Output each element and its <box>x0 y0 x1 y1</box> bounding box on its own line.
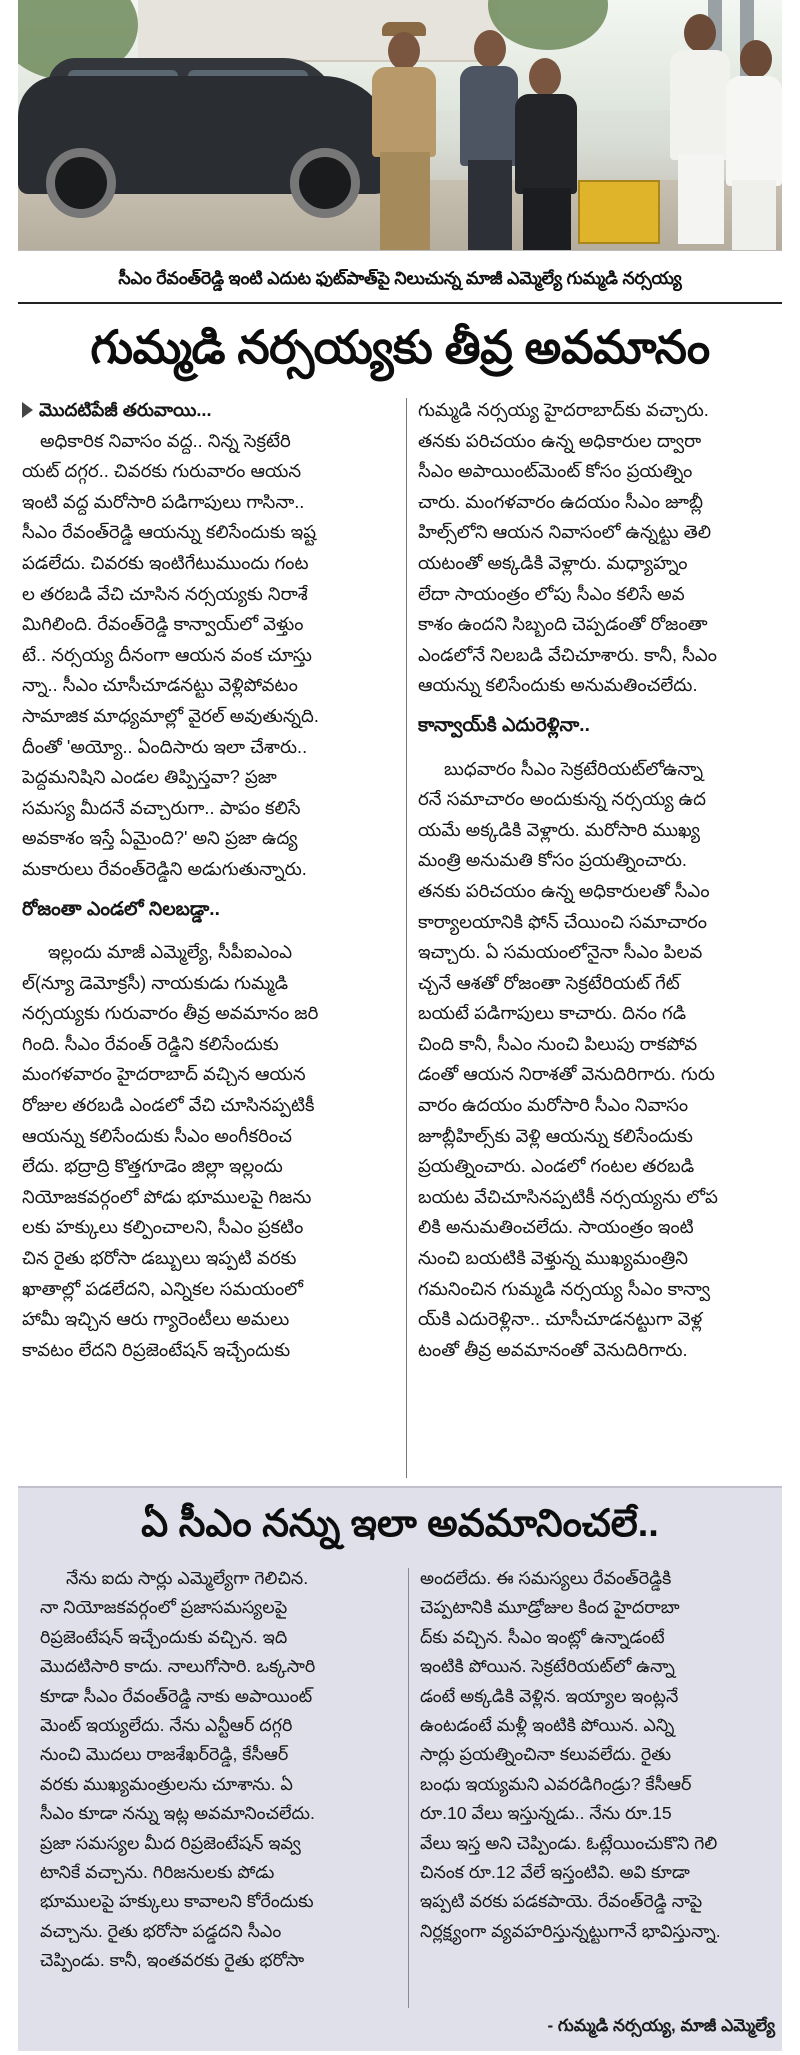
text-line: య్‌కి ఎదురెళ్లినా.. చూసీచూడనట్టుగా వెళ్ల <box>418 1309 703 1330</box>
article-right-column <box>418 395 780 1365</box>
text-line: చినంక రూ.12 వేలే ఇస్తంటివి. అవి కూడా <box>420 1862 690 1883</box>
text-line: లేదా సాయంత్రం లోపు సీఎం కలిసే అవ <box>418 583 685 604</box>
headline: గుమ్మడి నర్సయ్యకు తీవ్ర అవమానం <box>90 321 710 373</box>
text-line: మొదటిసారి కాదు. నాలుగోసారి. ఒక్కసారి <box>40 1656 316 1677</box>
photo-caption: సీఎం రేవంత్‌రెడ్డి ఇంటి ఎదుట ఫుట్‌పాత్‌పై నిలుచున్న మాజీ ఎమ్మెల్యే గుమ్మడి నర్సయ్య <box>118 268 682 288</box>
text-line: గుమ్మడి నర్సయ్య హైదరాబాద్‌కు వచ్చారు. <box>418 400 709 420</box>
text-line: నేను ఐదు సార్లు ఎమ్మెల్యేగా గెలిచిన. <box>66 1568 309 1588</box>
text-line: ఇంటి వద్ద మరోసారి పడిగాపులు గాసినా.. <box>22 491 305 512</box>
text-line: దీంతో 'అయ్యో.. ఏందిసారు ఇలా చేశారు.. <box>22 736 308 757</box>
text-line: ఇంటికి పోయిన. సెక్రటేరియట్‌లో ఉన్నా <box>420 1656 675 1677</box>
text-line: అందలేదు. ఈ సమస్యలు రేవంత్‌రెడ్డికి <box>420 1568 672 1588</box>
text-line: టంతో తీవ్ర అవమానంతో వెనుదిరిగారు. <box>418 1339 688 1360</box>
text-line: ల తరబడి వేచి చూసిన నర్సయ్యకు నిరాశే <box>22 583 308 604</box>
text-line: ఉంటడంటే మళ్లీ ఇంటికి పోయిన. ఎన్ని <box>420 1715 675 1736</box>
text-line: వేలు ఇస్త అని చెప్పిండు. ఓట్లేయించుకొని గెలి <box>420 1832 718 1853</box>
paragraph <box>418 754 780 1366</box>
text-line: చారు. మంగళవారం ఉదయం సీఎం జూబ్లీ <box>418 491 704 512</box>
text-line: లకు హక్కులు కల్పించాలని, సీఎం ప్రకటిం <box>22 1217 304 1238</box>
text-line: లికి అనుమతించలేదు. సాయంత్రం ఇంటి <box>418 1217 694 1238</box>
text-line: డంతో ఆయన నిరాశతో వెనుదిరిగారు. గురు <box>418 1064 715 1085</box>
text-line: నియోజకవర్గంలో పోడు భూములపై గిజను <box>22 1186 312 1207</box>
text-line: బయటే పడిగాపులు కాచారు. దినం గడి <box>418 1003 687 1024</box>
text-line: ల్(న్యూ డెమోక్రసీ) నాయకుడు గుమ్మడి <box>22 972 289 993</box>
text-line: సీఎం కూడా నన్ను ఇట్ల అవమానించలేదు. <box>40 1803 315 1824</box>
text-line: నుంచి బయటికి వెళ్తున్న ముఖ్యమంత్రిని <box>418 1248 689 1269</box>
text-line: హిల్స్‌లోని ఆయన నివాసంలో ఉన్నట్టు తెలి <box>418 522 712 543</box>
photo-yellow-crate <box>578 180 660 244</box>
text-line: మిగిలింది. రేవంత్‌రెడ్డి కాన్వాయ్‌లో వెళ్తుం <box>22 614 304 635</box>
text-line: నుంచి మొదలు రాజశేఖర్‌రెడ్డి, కేసీఆర్ <box>40 1744 289 1765</box>
text-line: కావటం లేదని రిప్రజెంటేషన్ ఇచ్చేందుకు <box>22 1339 291 1360</box>
text-line: సామాజిక మాధ్యమాల్లో వైరల్ అవుతున్నది. <box>22 705 319 726</box>
paragraph <box>22 937 398 1365</box>
text-line: గమనించిన గుమ్మడి నర్సయ్య సీఎం కాన్వా <box>418 1278 711 1299</box>
paragraph <box>22 426 398 885</box>
quote-box-title: ఏ సీఎం నన్ను ఇలా అవమానించలే.. <box>141 1503 659 1545</box>
text-line: టే.. నర్సయ్య దీనంగా ఆయన వంక చూస్తు <box>22 644 312 665</box>
text-line: నిర్లక్ష్యంగా వ్యవహరిస్తున్నట్టుగానే భావిస్తున్నా. <box>420 1920 721 1941</box>
photo-suv <box>18 58 398 228</box>
text-line: తనకు పరిచయం ఉన్న అధికారులతో సీఎం <box>418 880 710 901</box>
text-line: మంత్రి అనుమతి కోసం ప్రయత్నించారు. <box>418 850 687 871</box>
photo-building <box>138 0 498 62</box>
text-line: యట్ దగ్గర.. చివరకు గురువారం ఆయన <box>22 461 302 482</box>
text-line: ద్‌కు వచ్చిన. సీఎం ఇంట్లో ఉన్నాడంటే <box>420 1626 665 1647</box>
text-line: లేదు. భద్రాద్రి కొత్తగూడెం జిల్లా ఇల్లందు <box>22 1156 283 1177</box>
text-line: బంధు ఇయ్యమని ఎవరడిగిండ్రు? కేసీఆర్ <box>420 1773 692 1794</box>
subheading: కాన్వాయ్‌కి ఎదురెళ్లినా.. <box>418 714 590 736</box>
text-line: సీఎం అపాయింట్‌మెంట్ కోసం ప్రయత్నిం <box>418 461 693 482</box>
text-line: బుధవారం సీఎం సెక్రటేరియట్‌లోఉన్నా <box>444 758 703 779</box>
paragraph <box>418 395 780 701</box>
text-line: రూ.10 వేలు ఇస్తున్నడు.. నేను రూ.15 <box>420 1803 672 1824</box>
text-line: ఆయన్ను కలిసేందుకు అనుమతించలేదు. <box>418 675 698 696</box>
text-line: నర్సయ్యకు గురువారం తీవ్ర అవమానం జరి <box>22 1003 319 1024</box>
text-line: ప్రయత్నించారు. ఎండలో గంటల తరబడి <box>418 1156 695 1177</box>
text-line: చెప్పటానికి మూడ్రోజుల కింద హైదరాబా <box>420 1597 680 1618</box>
text-line: కార్యాలయానికి ఫోన్ చేయించి సమాచారం <box>418 911 708 932</box>
text-line: ఇచ్చారు. ఏ సమయంలోనైనా సీఎం పిలవ <box>418 942 703 963</box>
text-line: అధికారిక నివాసం వద్ద.. నిన్న సెక్రటేరి <box>40 430 291 451</box>
text-line: చింది కానీ, సీఎం నుంచి పిలుపు రాకపోవ <box>418 1033 698 1054</box>
text-line: నా నియోజకవర్గంలో ప్రజాసమస్యలపై <box>40 1597 288 1618</box>
subheading: రోజంతా ఎండలో నిలబడ్డా.. <box>22 898 220 920</box>
text-line: ఇల్లందు మాజీ ఎమ్మెల్యే, సీపీఐఎంఎ <box>48 942 293 963</box>
text-line: టానికే వచ్చాను. గిరిజనులకు పోడు <box>40 1862 275 1883</box>
text-line: కాశం ఉందని సిబ్బంది చెప్పడంతో రోజంతా <box>418 614 708 635</box>
continued-from-front-page <box>22 395 398 426</box>
text-line: ప్రజా సమస్యల మీద రిప్రజెంటేషన్ ఇవ్వ <box>40 1832 301 1853</box>
arrow-right-icon <box>22 402 33 418</box>
text-line: మంగళవారం హైదరాబాద్ వచ్చిన ఆయన <box>22 1064 306 1085</box>
text-line: ఎండలోనే నిలబడి వేచిచూశారు. కానీ, సీఎం <box>418 644 718 665</box>
continued-label: మొదటిపేజీ తరువాయి... <box>39 400 212 420</box>
text-line: సమస్య మీదనే వచ్చారుగా.. పాపం కలిసే <box>22 797 301 818</box>
quote-right-column <box>420 1564 770 1946</box>
text-line: వచ్చాను. రైతు భరోసా పడ్డదని సీఎం <box>40 1920 282 1941</box>
text-line: గింది. సీఎం రేవంత్ రెడ్డిని కలిసేందుకు <box>22 1033 279 1054</box>
text-line: తనకు పరిచయం ఉన్న అధికారుల ద్వారా <box>418 430 702 451</box>
column-divider <box>408 1568 409 2008</box>
text-line: అవకాశం ఇస్తే ఏమైంది?' అని ప్రజా ఉద్య <box>22 828 298 849</box>
text-line: జూబ్లీహిల్స్‌కు వెళ్లి ఆయన్ను కలిసేందుకు <box>418 1125 693 1146</box>
text-line: హామీ ఇచ్చిన ఆరు గ్యారెంటీలు అమలు <box>22 1309 290 1330</box>
text-line: వారం ఉదయం మరోసారి సీఎం నివాసం <box>418 1095 689 1116</box>
news-photo <box>18 0 782 251</box>
text-line: ఖాతాల్లో పడలేదని, ఎన్నికల సమయంలో <box>22 1278 303 1299</box>
text-line: పెద్దమనిషిని ఎండల తిప్పిస్తవా? ప్రజా <box>22 767 277 788</box>
text-line: రిప్రజెంటేషన్ ఇచ్చేందుకు వచ్చిన. ఇది <box>40 1626 288 1647</box>
text-line: యటంతో అక్కడికి వెళ్లారు. మధ్యాహ్నం <box>418 552 688 573</box>
text-line: కూడా సీఎం రేవంత్‌రెడ్డి నాకు అపాయింట్ <box>40 1685 313 1706</box>
text-line: రోజుల తరబడి ఎండలో వేచి చూసినప్పటికీ <box>22 1095 315 1116</box>
text-line: మకారులు రేవంత్‌రెడ్డిని అడుగుతున్నారు. <box>22 858 307 879</box>
text-line: సార్లు ప్రయత్నించినా కలువలేదు. రైతు <box>420 1744 672 1765</box>
column-divider <box>406 398 407 1478</box>
text-line: వరకు ముఖ్యమంత్రులను చూశాను. ఏ <box>40 1773 293 1794</box>
quote-left-column <box>40 1564 400 1976</box>
text-line: చెప్పిండు. కానీ, ఇంతవరకు రైతు భరోసా <box>40 1950 305 1971</box>
text-line: మెంట్ ఇయ్యలేదు. నేను ఎన్టీఆర్ దగ్గరి <box>40 1715 293 1736</box>
text-line: పడలేదు. చివరకు ఇంటిగేటుముందు గంట <box>22 552 309 573</box>
text-line: డంటే అక్కడికి వెళ్లిన. ఇయ్యాల ఇంట్లనే <box>420 1685 679 1706</box>
byline: - గుమ్మడి నర్సయ్య, మాజీ ఎమ్మెల్యే <box>547 2016 775 2035</box>
text-line: చిన రైతు భరోసా డబ్బులు ఇప్పటి వరకు <box>22 1248 297 1269</box>
article-left-column <box>22 395 398 1365</box>
text-line: భూములపై హక్కులు కావాలని కోరేందుకు <box>40 1891 314 1912</box>
text-line: యమే అక్కడికి వెళ్లారు. మరోసారి ముఖ్య <box>418 819 700 840</box>
text-line: బయట వేచిచూసినప్పటికీ నర్సయ్యను లోప <box>418 1186 718 1207</box>
text-line: సీఎం రేవంత్‌రెడ్డి ఆయన్ను కలిసేందుకు ఇష్ట <box>22 522 317 543</box>
text-line: రనే సమాచారం అందుకున్న నర్సయ్య ఉద <box>418 789 706 810</box>
divider <box>18 302 782 304</box>
text-line: ఇప్పటి వరకు పడకపాయె. రేవంత్‌రెడ్డి నాపై <box>420 1891 703 1912</box>
text-line: ఆయన్ను కలిసేందుకు సీఎం అంగీకరించ <box>22 1125 292 1146</box>
text-line: న్నా.. సీఎం చూసీచూడనట్టు వెళ్లిపోవటం <box>22 675 298 696</box>
text-line: చ్చనే ఆశతో రోజంతా సెక్రటేరియట్ గేట్ <box>418 972 680 993</box>
